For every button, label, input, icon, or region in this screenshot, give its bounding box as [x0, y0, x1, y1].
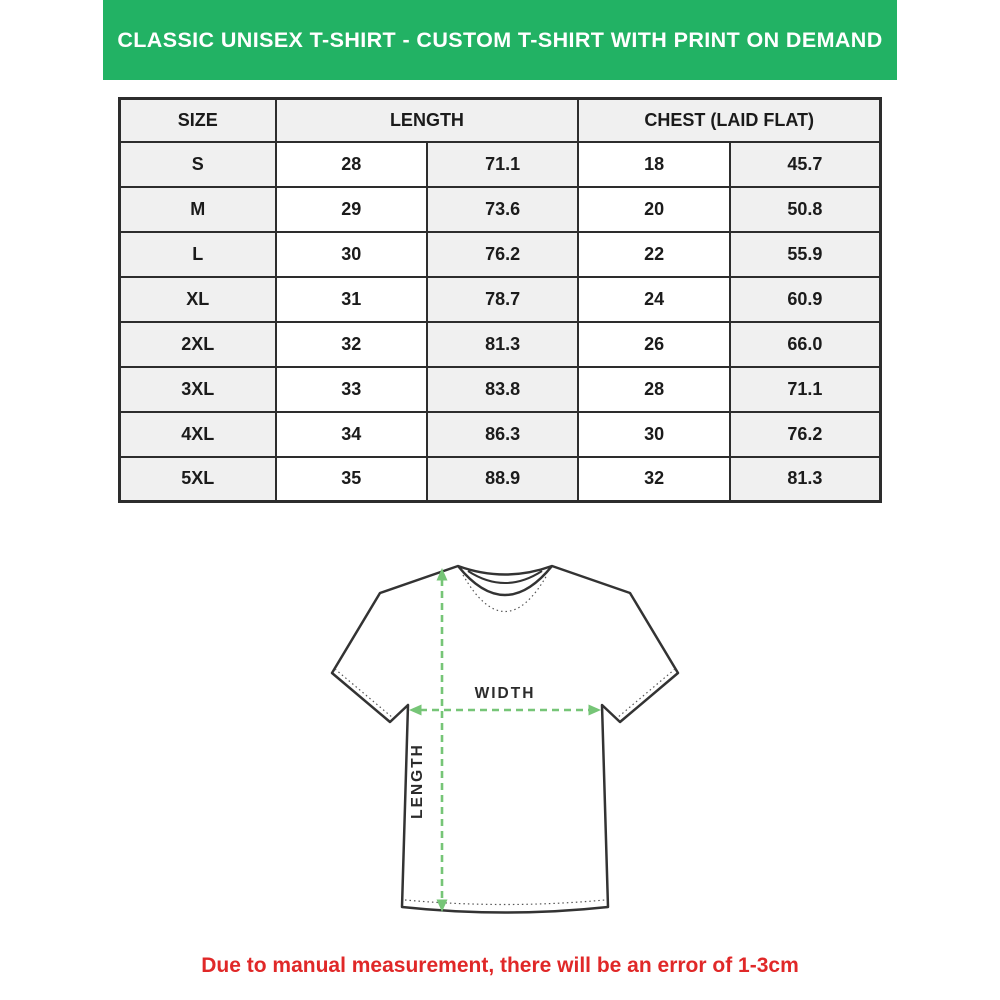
chest-cm-cell: 60.9 — [730, 277, 881, 322]
table-row — [120, 142, 881, 187]
col-header-length: LENGTH — [276, 99, 579, 142]
table-row — [120, 277, 881, 322]
length-in-cell: 31 — [276, 277, 427, 322]
length-cm-cell: 83.8 — [427, 367, 578, 412]
chest-in-cell: 28 — [578, 367, 729, 412]
size-label: 2XL — [120, 322, 276, 367]
table-header-row — [120, 99, 881, 142]
chest-in-cell: 30 — [578, 412, 729, 457]
chest-in-cell: 20 — [578, 187, 729, 232]
chest-in-cell: 26 — [578, 322, 729, 367]
length-cm-cell: 81.3 — [427, 322, 578, 367]
size-label: 4XL — [120, 412, 276, 457]
length-in-cell: 32 — [276, 322, 427, 367]
chest-cm-cell: 66.0 — [730, 322, 881, 367]
chest-cm-cell: 55.9 — [730, 232, 881, 277]
chest-cm-cell: 45.7 — [730, 142, 881, 187]
tshirt-outline — [332, 566, 678, 913]
length-in-cell: 35 — [276, 457, 427, 502]
size-label: M — [120, 187, 276, 232]
col-header-size: SIZE — [120, 99, 276, 142]
length-in-cell: 28 — [276, 142, 427, 187]
length-cm-cell: 73.6 — [427, 187, 578, 232]
size-chart-table — [118, 97, 882, 503]
length-in-cell: 33 — [276, 367, 427, 412]
chest-cm-cell: 81.3 — [730, 457, 881, 502]
chest-in-cell: 32 — [578, 457, 729, 502]
col-header-chest: CHEST (LAID FLAT) — [578, 99, 880, 142]
chest-cm-cell: 76.2 — [730, 412, 881, 457]
tshirt-measurement-diagram — [310, 545, 700, 935]
length-dimension-label: LENGTH — [409, 743, 426, 819]
length-in-cell: 30 — [276, 232, 427, 277]
width-dimension-label: WIDTH — [474, 685, 536, 702]
size-label: S — [120, 142, 276, 187]
table-row — [120, 457, 881, 502]
chest-in-cell: 22 — [578, 232, 729, 277]
size-label: XL — [120, 277, 276, 322]
size-label: L — [120, 232, 276, 277]
length-cm-cell: 76.2 — [427, 232, 578, 277]
table-row — [120, 367, 881, 412]
length-cm-cell: 88.9 — [427, 457, 578, 502]
length-in-cell: 29 — [276, 187, 427, 232]
table-row — [120, 232, 881, 277]
size-label: 5XL — [120, 457, 276, 502]
chest-cm-cell: 71.1 — [730, 367, 881, 412]
chest-in-cell: 18 — [578, 142, 729, 187]
measurement-note: Due to manual measurement, there will be an error of 1-3cm — [201, 954, 799, 977]
length-cm-cell: 71.1 — [427, 142, 578, 187]
table-row — [120, 412, 881, 457]
chest-cm-cell: 50.8 — [730, 187, 881, 232]
table-row — [120, 322, 881, 367]
chest-in-cell: 24 — [578, 277, 729, 322]
length-cm-cell: 78.7 — [427, 277, 578, 322]
length-in-cell: 34 — [276, 412, 427, 457]
length-cm-cell: 86.3 — [427, 412, 578, 457]
table-row — [120, 187, 881, 232]
page-title: CLASSIC UNISEX T-SHIRT - CUSTOM T-SHIRT WITH PRINT ON DEMAND — [117, 27, 883, 52]
title-banner — [103, 0, 897, 80]
size-label: 3XL — [120, 367, 276, 412]
